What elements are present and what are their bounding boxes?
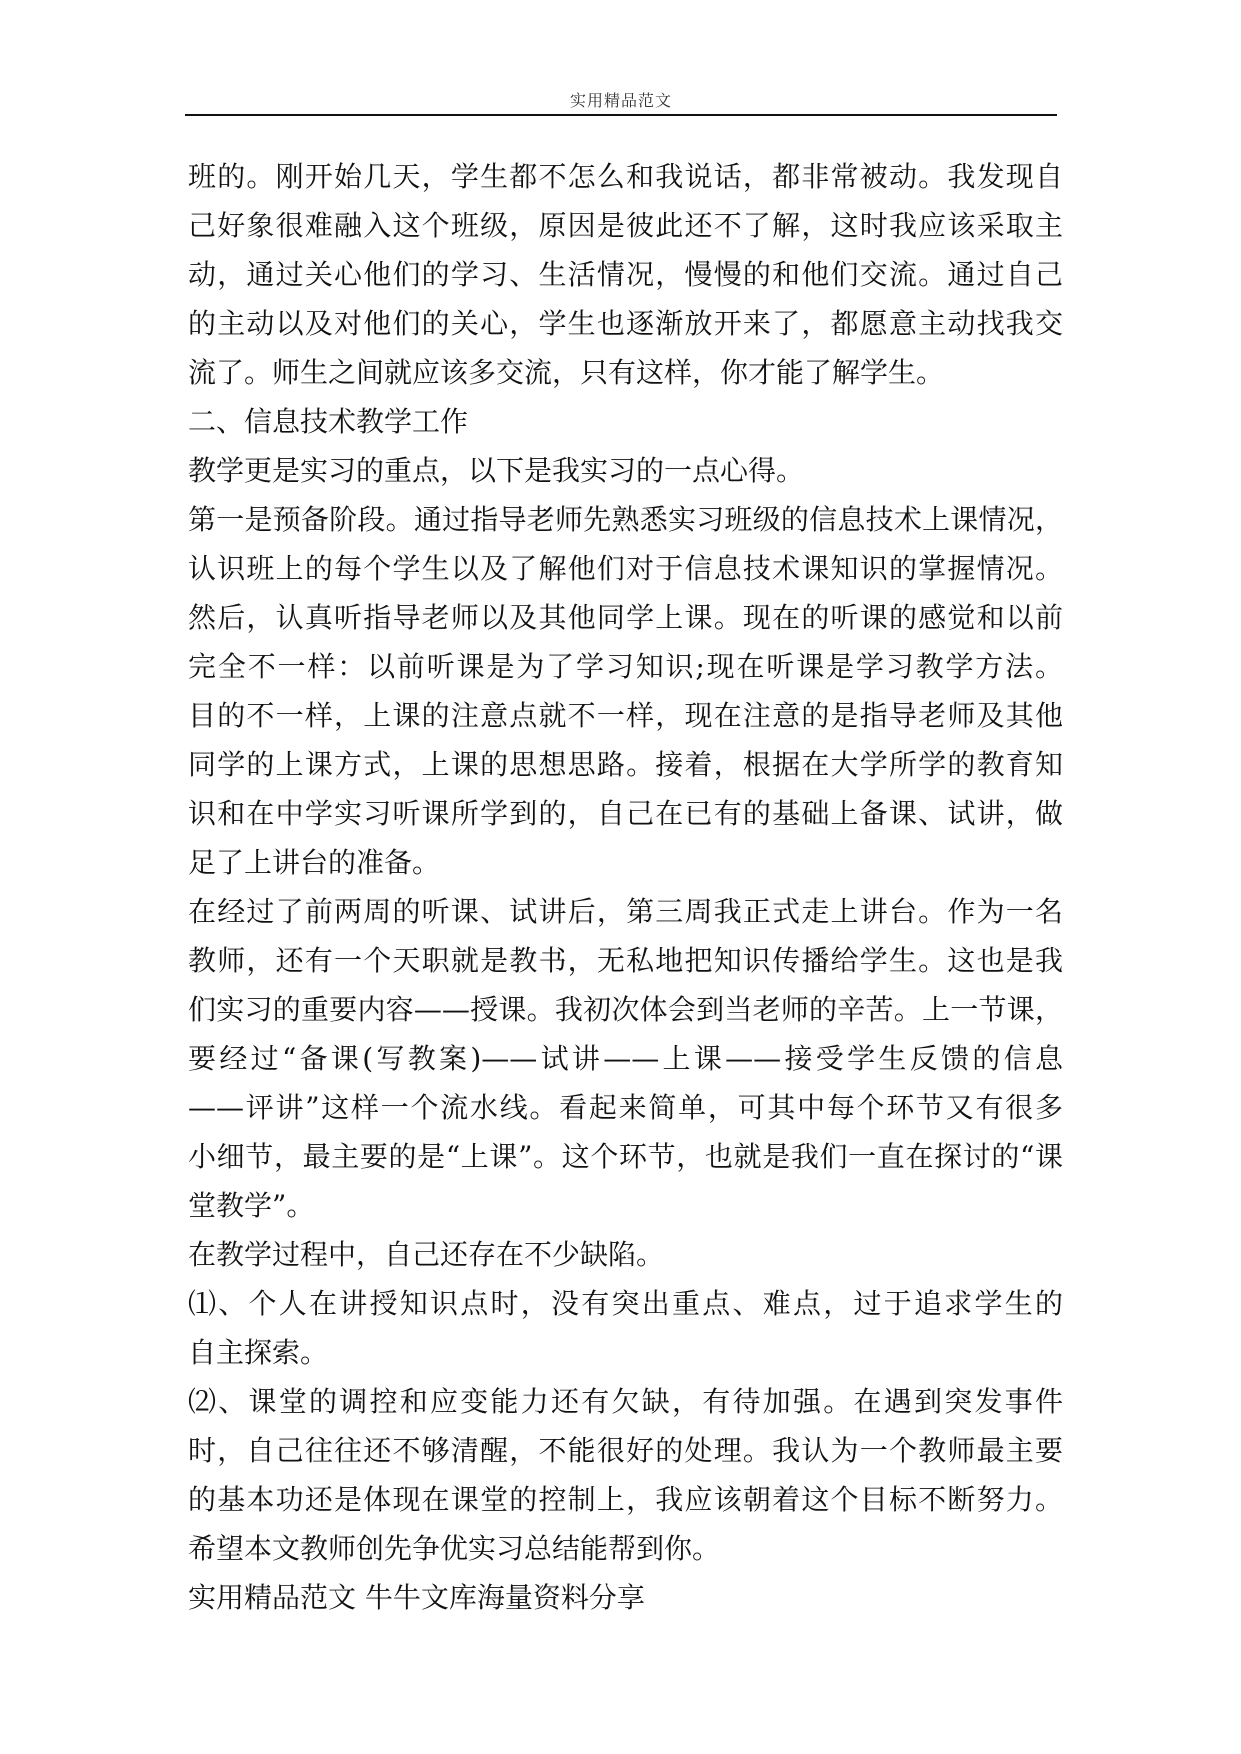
text-line: 在经过了前两周的听课、试讲后，第三周我正式走上讲台。作为一名 xyxy=(188,895,1063,928)
text-line: 小细节，最主要的是“上课”。这个环节，也就是我们一直在探讨的“课 xyxy=(188,1140,1063,1173)
text-line: 希望本文教师创先争优实习总结能帮到你。 xyxy=(188,1532,721,1565)
page-header-title: 实用精品范文 xyxy=(569,91,672,110)
text-line: 教师，还有一个天职就是教书，无私地把知识传播给学生。这也是我 xyxy=(188,944,1063,977)
text-line: 足了上讲台的准备。 xyxy=(188,846,441,879)
text-line: 完全不一样：以前听课是为了学习知识;现在听课是学习教学方法。 xyxy=(188,650,1063,683)
text-line: 识和在中学实习听课所学到的，自己在已有的基础上备课、试讲，做 xyxy=(188,797,1063,830)
text-line: 认识班上的每个学生以及了解他们对于信息技术课知识的掌握情况。 xyxy=(188,552,1063,585)
text-line: ——评讲”这样一个流水线。看起来简单，可其中每个环节又有很多 xyxy=(188,1091,1063,1124)
text-line: ⑵、课堂的调控和应变能力还有欠缺，有待加强。在遇到突发事件 xyxy=(188,1385,1063,1418)
text-line: 然后，认真听指导老师以及其他同学上课。现在的听课的感觉和以前 xyxy=(188,601,1063,634)
text-line: 们实习的重要内容——授课。我初次体会到当老师的辛苦。上一节课， xyxy=(188,993,1063,1026)
text-line: 二、信息技术教学工作 xyxy=(188,405,469,438)
text-line: 流了。师生之间就应该多交流，只有这样，你才能了解学生。 xyxy=(188,356,945,389)
text-line: 动，通过关心他们的学习、生活情况，慢慢的和他们交流。通过自己 xyxy=(188,258,1063,291)
text-line: 要经过“备课(写教案)——试讲——上课——接受学生反馈的信息 xyxy=(188,1042,1063,1075)
text-line: 时，自己往往还不够清醒，不能很好的处理。我认为一个教师最主要 xyxy=(188,1434,1063,1467)
text-line: 的基本功还是体现在课堂的控制上，我应该朝着这个目标不断努力。 xyxy=(188,1483,1063,1516)
text-line: 的主动以及对他们的关心，学生也逐渐放开来了，都愿意主动找我交 xyxy=(188,307,1063,340)
header-divider xyxy=(185,114,1057,116)
text-line: 自主探索。 xyxy=(188,1336,329,1369)
text-line: 教学更是实习的重点，以下是我实习的一点心得。 xyxy=(188,454,805,487)
text-line: 己好象很难融入这个班级，原因是彼此还不了解，这时我应该采取主 xyxy=(188,209,1063,242)
text-line: 在教学过程中，自己还存在不少缺陷。 xyxy=(188,1238,665,1271)
text-line: 目的不一样，上课的注意点就不一样，现在注意的是指导老师及其他 xyxy=(188,699,1063,732)
text-line: ⑴、个人在讲授知识点时，没有突出重点、难点，过于追求学生的 xyxy=(188,1287,1063,1320)
document-body xyxy=(188,152,1063,1622)
text-line: 堂教学”。 xyxy=(188,1189,315,1222)
text-line: 班的。刚开始几天，学生都不怎么和我说话，都非常被动。我发现自 xyxy=(188,160,1063,193)
text-line: 第一是预备阶段。通过指导老师先熟悉实习班级的信息技术上课情况， xyxy=(188,503,1063,536)
text-line: 同学的上课方式，上课的思想思路。接着，根据在大学所学的教育知 xyxy=(188,748,1063,781)
text-line: 实用精品范文 牛牛文库海量资料分享 xyxy=(188,1581,645,1614)
